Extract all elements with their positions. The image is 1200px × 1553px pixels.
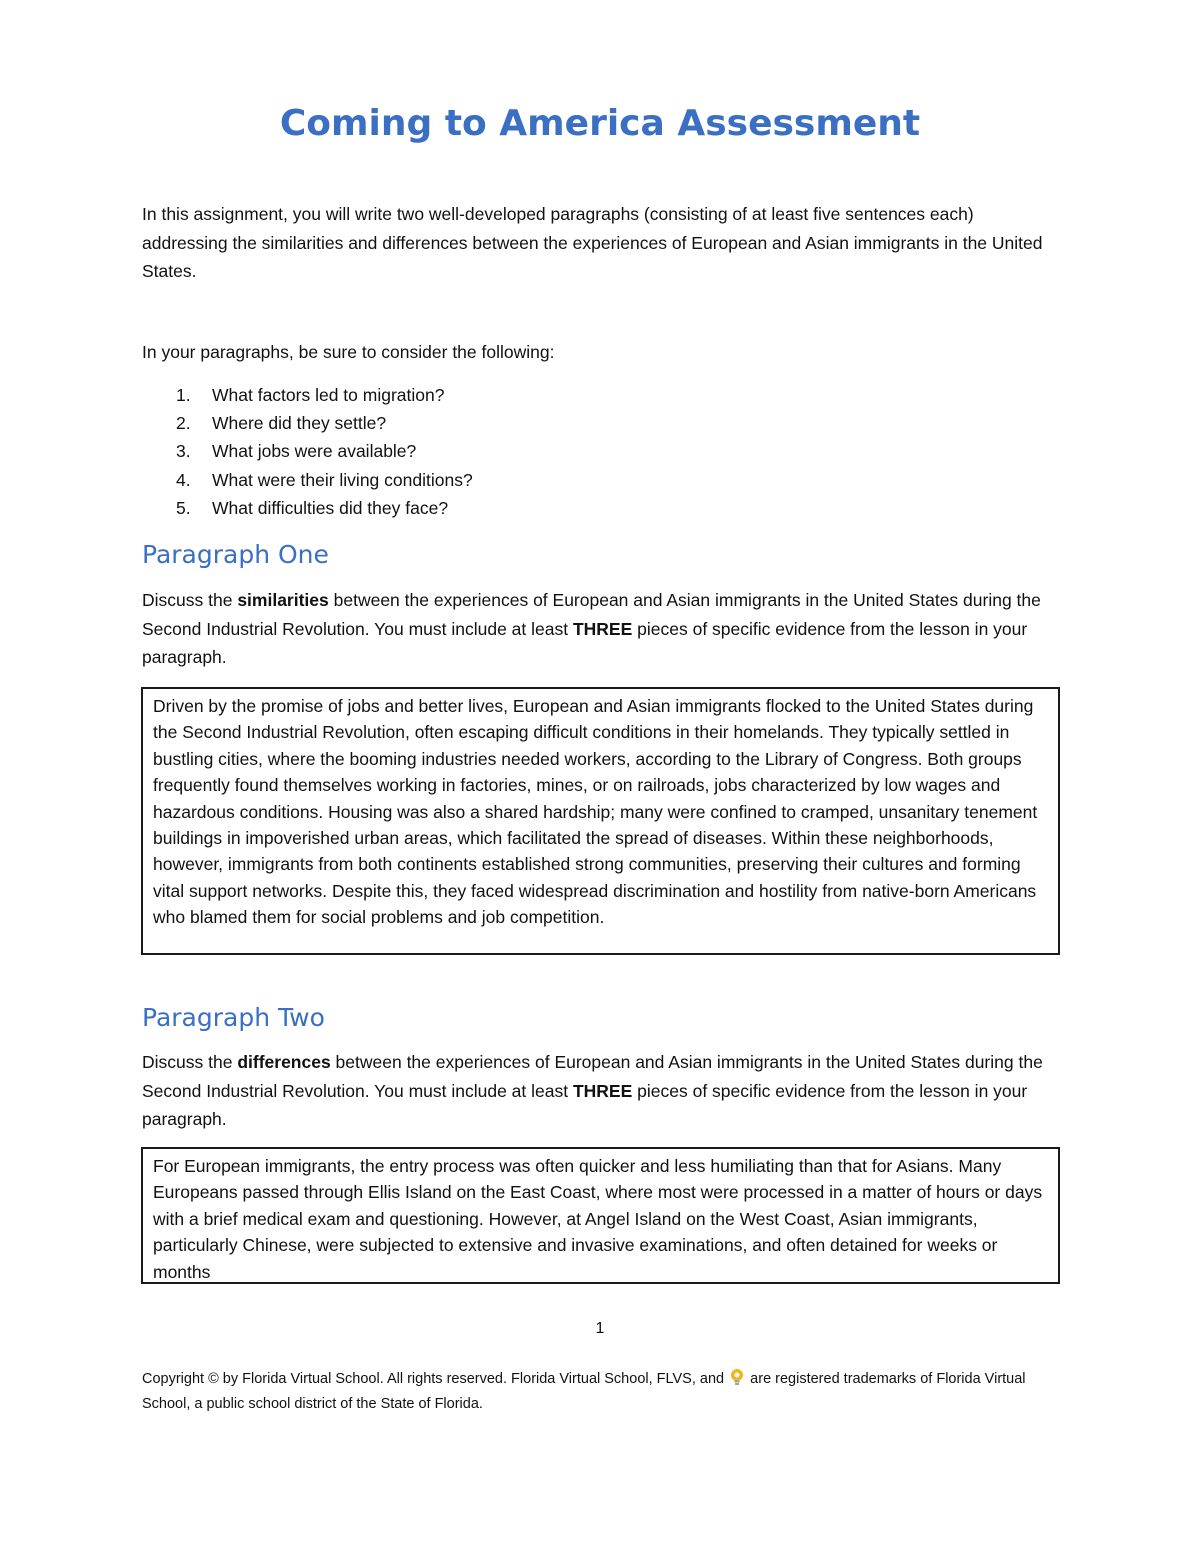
intro-text: In this assignment, you will write two well-developed paragraphs (consisting of at least five sentences each) addressing the similarities and differences between the experiences of European and Asian immigrants in the United States.	[142, 204, 1043, 281]
paragraph-two-answer-box[interactable]: For European immigrants, the entry process was often quicker and less humiliating than that for Asians. Many Europeans passed through Ellis Island on the East Coast, where most were processed in a matter of hours or days with a brief medical exam and questioning. However, at Angel Island on the West Coast, Asian immigrants, particularly Chinese, were subjected to extensive and invasive examinations, and often detained for weeks or months	[141, 1147, 1060, 1284]
list-item: 2. Where did they settle?	[176, 413, 387, 434]
question-list	[142, 381, 473, 522]
paragraph-one-heading: Paragraph One	[142, 540, 329, 569]
list-item: 5. What difficulties did they face?	[176, 497, 449, 518]
list-item: 1. What factors led to migration?	[176, 385, 445, 405]
page-title: Coming to America Assessment	[279, 103, 921, 144]
paragraph-two-prompt: Discuss the differences between the experiences of European and Asian immigrants in the United States during the Second Industrial Revolution. You must include at least THREE pieces of specific evidence from the lesson in your paragraph.	[142, 1052, 1043, 1129]
copyright-footer: Copyright © by Florida Virtual School. All rights reserved. Florida Virtual School, FLVS, and are registered trademarks of Florida Virtual School, a public school district of the State of Florida.	[142, 1367, 1042, 1417]
page-number: 1	[595, 1320, 605, 1337]
list-item: 3. What jobs were available?	[176, 441, 417, 462]
paragraph-one-answer-box[interactable]: Driven by the promise of jobs and better lives, European and Asian immigrants flocked to the United States during the Second Industrial Revolution, often escaping difficult conditions in their homelands. They typically settled in bustling cities, where the booming industries needed workers, according to the Library of Congress. Both groups frequently found themselves working in factories, mines, or on railroads, jobs characterized by low wages and hazardous conditions. Housing was also a shared hardship; many were confined to cramped, unsanitary tenement buildings in impoverished urban areas, which facilitated the spread of diseases. Within these neighborhoods, however, immigrants from both continents established strong communities, preserving their cultures and forming vital support networks. Despite this, they faced widespread discrimination and hostility from native-born Americans who blamed them for social problems and job competition.	[141, 687, 1060, 955]
flvs-bulb-logo-icon	[730, 1368, 744, 1386]
prompt-lead: In your paragraphs, be sure to consider the following:	[142, 342, 555, 362]
paragraph-one-prompt: Discuss the similarities between the experiences of European and Asian immigrants in the United States during the Second Industrial Revolution. You must include at least THREE pieces of specific evidence from the lesson in your paragraph.	[142, 590, 1041, 667]
list-item: 4. What were their living conditions?	[176, 469, 473, 490]
paragraph-two-heading: Paragraph Two	[142, 1003, 325, 1032]
